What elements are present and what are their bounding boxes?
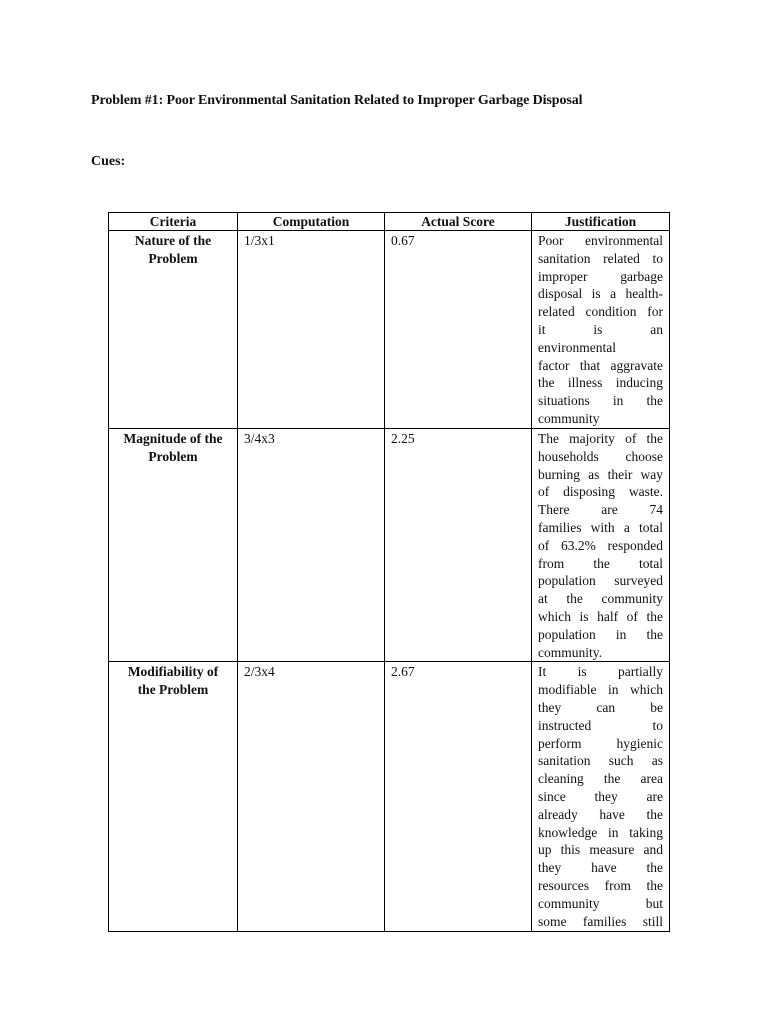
actual-score-cell: 2.67 <box>385 662 532 932</box>
computation-cell: 1/3x1 <box>238 231 385 429</box>
justification-line: cleaning the area <box>538 771 663 787</box>
table-header-row <box>109 213 670 231</box>
justification-line: at the community <box>538 591 663 607</box>
justification-cell <box>532 662 670 932</box>
justification-line: It is partially <box>538 664 663 680</box>
header-criteria: Criteria <box>109 213 238 231</box>
justification-line: population in the <box>538 626 663 642</box>
justification-line: already have the <box>538 806 663 822</box>
justification-line: knowledge in taking <box>538 824 663 840</box>
justification-line: sanitation related to <box>538 250 663 266</box>
computation-cell: 3/4x3 <box>238 429 385 662</box>
justification-line: situations in the <box>538 393 663 409</box>
justification-line: they have the <box>538 860 663 876</box>
cues-label: Cues: <box>91 154 126 169</box>
justification-line: The majority of the <box>538 431 663 446</box>
table-row <box>109 231 670 429</box>
criteria-cell <box>109 231 238 429</box>
criteria-text: Magnitude of the <box>123 431 223 446</box>
justification-line: related condition for <box>538 304 663 320</box>
justification-line: environmental <box>538 339 616 355</box>
justification-line: of 63.2% responded <box>538 537 663 553</box>
criteria-cell <box>109 429 238 662</box>
justification-cell <box>532 429 670 662</box>
criteria-text: Problem <box>148 449 198 464</box>
justification-line: households choose <box>538 448 663 464</box>
justification-line: modifiable in which <box>538 682 663 698</box>
justification-line: which is half of the <box>538 608 663 624</box>
justification-line: up this measure and <box>538 842 663 858</box>
justification-line: the illness inducing <box>538 375 663 391</box>
computation-cell: 2/3x4 <box>238 662 385 932</box>
justification-line: of disposing waste. <box>538 484 663 500</box>
criteria-cell <box>109 662 238 932</box>
justification-line: since they are <box>538 788 663 804</box>
justification-line: community <box>538 410 600 426</box>
justification-line: resources from the <box>538 877 663 893</box>
justification-line: community. <box>538 644 602 660</box>
justification-line: Poor environmental <box>538 233 663 248</box>
justification-line: perform hygienic <box>538 735 663 751</box>
justification-line: they can be <box>538 699 663 715</box>
criteria-text: the Problem <box>137 682 209 698</box>
justification-line: burning as their way <box>538 466 663 482</box>
justification-line: improper garbage <box>538 268 663 284</box>
justification-line: from the total <box>538 555 663 571</box>
justification-line: factor that aggravate <box>538 357 663 373</box>
header-justification: Justification <box>532 213 670 231</box>
justification-line: it is an <box>538 321 663 337</box>
justification-line: some families still <box>538 913 663 929</box>
header-computation: Computation <box>238 213 385 231</box>
table-row <box>109 429 670 662</box>
page-title: Problem #1: Poor Environmental Sanitation Related to Improper Garbage Disposal <box>91 93 583 108</box>
justification-cell <box>532 231 670 429</box>
justification-line: community but <box>538 895 663 911</box>
justification-line: families with a total <box>538 519 663 535</box>
header-actual-score: Actual Score <box>385 213 532 231</box>
justification-line: instructed to <box>538 717 663 733</box>
criteria-text: Nature of the <box>134 233 212 248</box>
priority-scoring-table <box>108 212 670 932</box>
justification-line: sanitation such as <box>538 753 663 769</box>
justification-line: population surveyed <box>538 573 663 589</box>
justification-line: There are 74 <box>538 502 663 518</box>
actual-score-cell: 2.25 <box>385 429 532 662</box>
criteria-text: Problem <box>148 251 198 266</box>
table-row <box>109 662 670 932</box>
justification-line: disposal is a health- <box>538 286 663 302</box>
criteria-text: Modifiability of <box>127 664 219 680</box>
actual-score-cell: 0.67 <box>385 231 532 429</box>
